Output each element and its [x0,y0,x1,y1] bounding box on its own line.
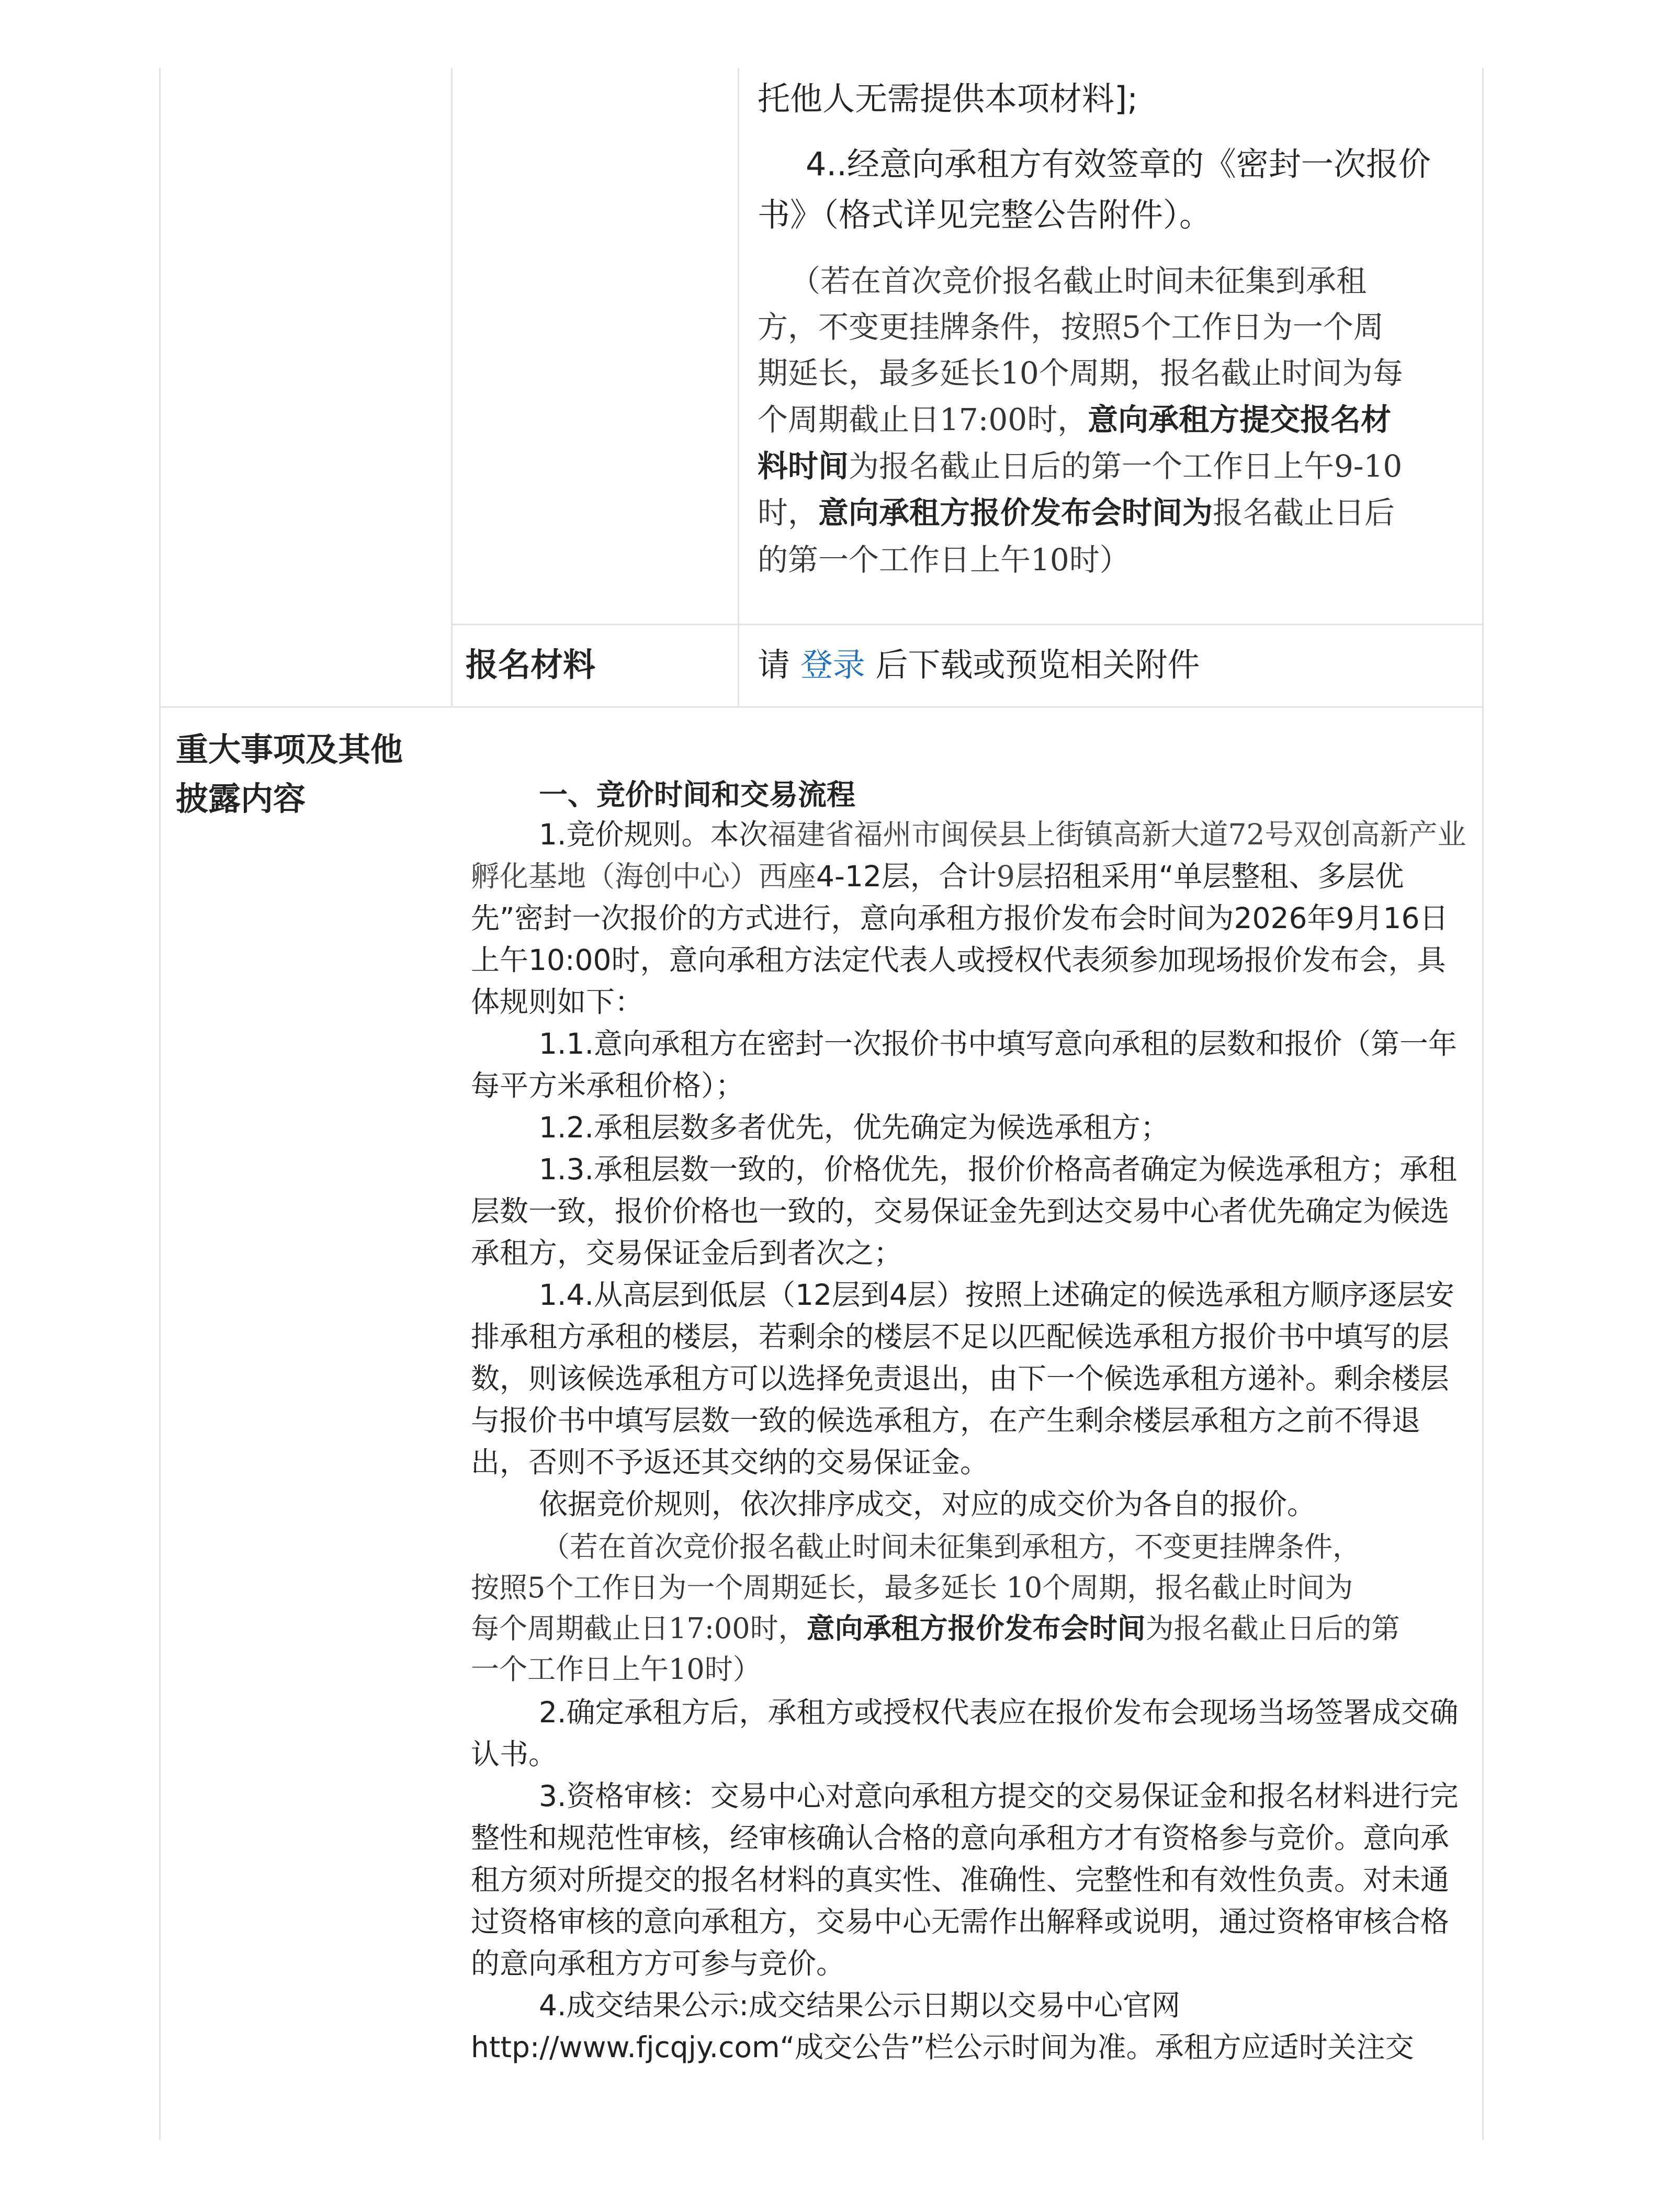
rule-1-1: 1.1.意向承租方在密封一次报价书中填写意向承租的层数和报价（第一年 [539,1027,1457,1060]
bidding-rule-line: 先”密封一次报价的方式进行，意向承租方报价发布会时间为2026年9月16日 [471,901,1449,935]
extension-note-line [758,404,1391,435]
paragraph-2: 2.确定承租方后，承租方或授权代表应在报价发布会现场当场签署成交确 [539,1696,1459,1729]
rule-1-4-cont: 排承租方承租的楼层，若剩余的楼层不足以匹配候选承租方报价书中填写的层 [471,1320,1450,1353]
extension-note-2: 一个工作日上午10时） [471,1653,761,1686]
paragraph-3-cont: 整性和规范性审核，经审核确认合格的意向承租方才有资格参与竞价。意向承 [471,1821,1450,1855]
bidding-rule-line: 体规则如下： [471,985,644,1019]
paragraph-3-cont: 租方须对所提交的报名材料的真实性、准确性、完整性和有效性负责。对未通 [471,1863,1450,1897]
rule-text: 1.竞价规则。本次 [539,818,768,851]
table-border-label-column [451,68,453,707]
row-divider-materials [451,624,1484,625]
extension-note-line [758,495,1395,531]
bidding-basis: 依据竞价规则，依次排序成交，对应的成交价为各自的报价。 [539,1487,1316,1521]
bidding-rule-line: 上午10:00时，意向承租方法定代表人或授权代表须参加现场报价发布会，具 [471,943,1446,977]
rule-1-4-cont: 出，否则不予返还其交纳的交易保证金。 [471,1446,989,1479]
table-border-right [1482,68,1484,2140]
prefix-text: 请 [758,646,791,684]
rule-text: 招租采用“单层整租、多层优 [1043,860,1404,893]
paragraph-3-cont: 过资格审核的意向承租方，交易中心无需作出解释或说明，通过资格审核合格 [471,1905,1450,1938]
suffix-text: 后下载或预览相关附件 [875,646,1200,684]
login-link[interactable]: 登录 [800,646,865,684]
requirement-line: 托他人无需提供本项材料]; [758,80,1138,118]
rule-1-3: 1.3.承租层数一致的，价格优先，报价价格高者确定为候选承租方；承租 [539,1153,1457,1186]
rule-1-1-cont: 每平方米承租价格）； [471,1069,744,1102]
section-heading: 一、竞价时间和交易流程 [539,778,856,811]
extension-note-2 [471,1612,1400,1645]
extension-note-2: （若在首次竞价报名截止时间未征集到承租方，不变更挂牌条件， [541,1530,1361,1563]
table-border-inner-column [738,68,739,707]
paragraph-3-cont: 的意向承租方方可参与竞价。 [471,1947,845,1980]
extension-note-line: （若在首次竞价报名截止时间未征集到承租 [790,263,1367,299]
note-emphasis: 意向承租方提交报名材 [1088,402,1392,437]
major-matters-label-line2: 披露内容 [176,780,306,818]
note-text: 时， [758,495,819,531]
extension-note-line: 期延长，最多延长10个周期，报名截止时间为每 [758,355,1403,391]
extension-note-2: 按照5个工作日为一个周期延长，最多延长 10个周期，报名截止时间为 [471,1571,1353,1604]
note-emphasis: 意向承租方报价发布会时间 [806,1612,1146,1645]
property-address: 孵化基地（海创中心）西座 [471,860,817,893]
rule-1-3-cont: 层数一致，报价价格也一致的，交易保证金先到达交易中心者优先确定为候选 [471,1194,1450,1228]
paragraph-3: 3.资格审核：交易中心对意向承租方提交的交易保证金和报名材料进行完 [539,1779,1459,1813]
note-text: 为报名截止日后的第 [1145,1612,1400,1645]
paragraph-4: 4.成交结果公示:成交结果公示日期以交易中心官网 [539,1989,1181,2022]
note-emphasis: 料时间 [758,448,849,484]
registration-materials-value [758,646,1200,684]
table-border-left [159,68,161,2140]
property-address: 福建省福州市闽侯县上街镇高新大道72号双创高新产业 [767,818,1466,851]
row-divider-major-matters [159,706,1484,708]
rule-1-3-cont: 承租方，交易保证金后到者次之； [471,1236,903,1270]
floor-count: 9层 [996,860,1044,893]
note-text: 个周期截止日17:00时， [758,402,1088,437]
extension-note-line: 的第一个工作日上午10时） [758,542,1130,578]
note-text: 每个周期截止日17:00时， [471,1612,807,1645]
requirement-item-4: 4..经意向承租方有效签章的《密封一次报价 [806,145,1431,183]
rule-1-4-cont: 与报价书中填写层数一致的候选承租方，在产生剩余楼层承租方之前不得退 [471,1404,1421,1437]
rule-text: 4-12层，合计 [816,860,997,893]
rule-1-2: 1.2.承租层数多者优先，优先确定为候选承租方； [539,1111,1169,1144]
extension-note-line [758,448,1403,484]
major-matters-label-line1: 重大事项及其他 [176,730,403,769]
rule-1-4-cont: 数，则该候选承租方可以选择免责退出，由下一个候选承租方递补。剩余楼层 [471,1362,1450,1395]
extension-note-line: 方，不变更挂牌条件，按照5个工作日为一个周 [758,309,1384,345]
note-emphasis: 意向承租方报价发布会时间为 [818,495,1213,531]
note-text: 报名截止日后 [1213,495,1395,531]
bidding-rule-line [539,820,1466,849]
paragraph-2-cont: 认书。 [471,1737,558,1771]
bidding-rule-line [471,862,1404,891]
note-text: 为报名截止日后的第一个工作日上午9-10 [849,448,1403,484]
registration-materials-label: 报名材料 [466,646,596,684]
rule-1-4: 1.4.从高层到低层（12层到4层）按照上述确定的候选承租方顺序逐层安 [539,1278,1454,1312]
requirement-item-4-cont: 书》（格式详见完整公告附件）。 [758,196,1212,234]
paragraph-4-cont: http://www.fjcqjy.com“成交公告”栏公示时间为准。承租方应适时关注交 [471,2030,1414,2064]
